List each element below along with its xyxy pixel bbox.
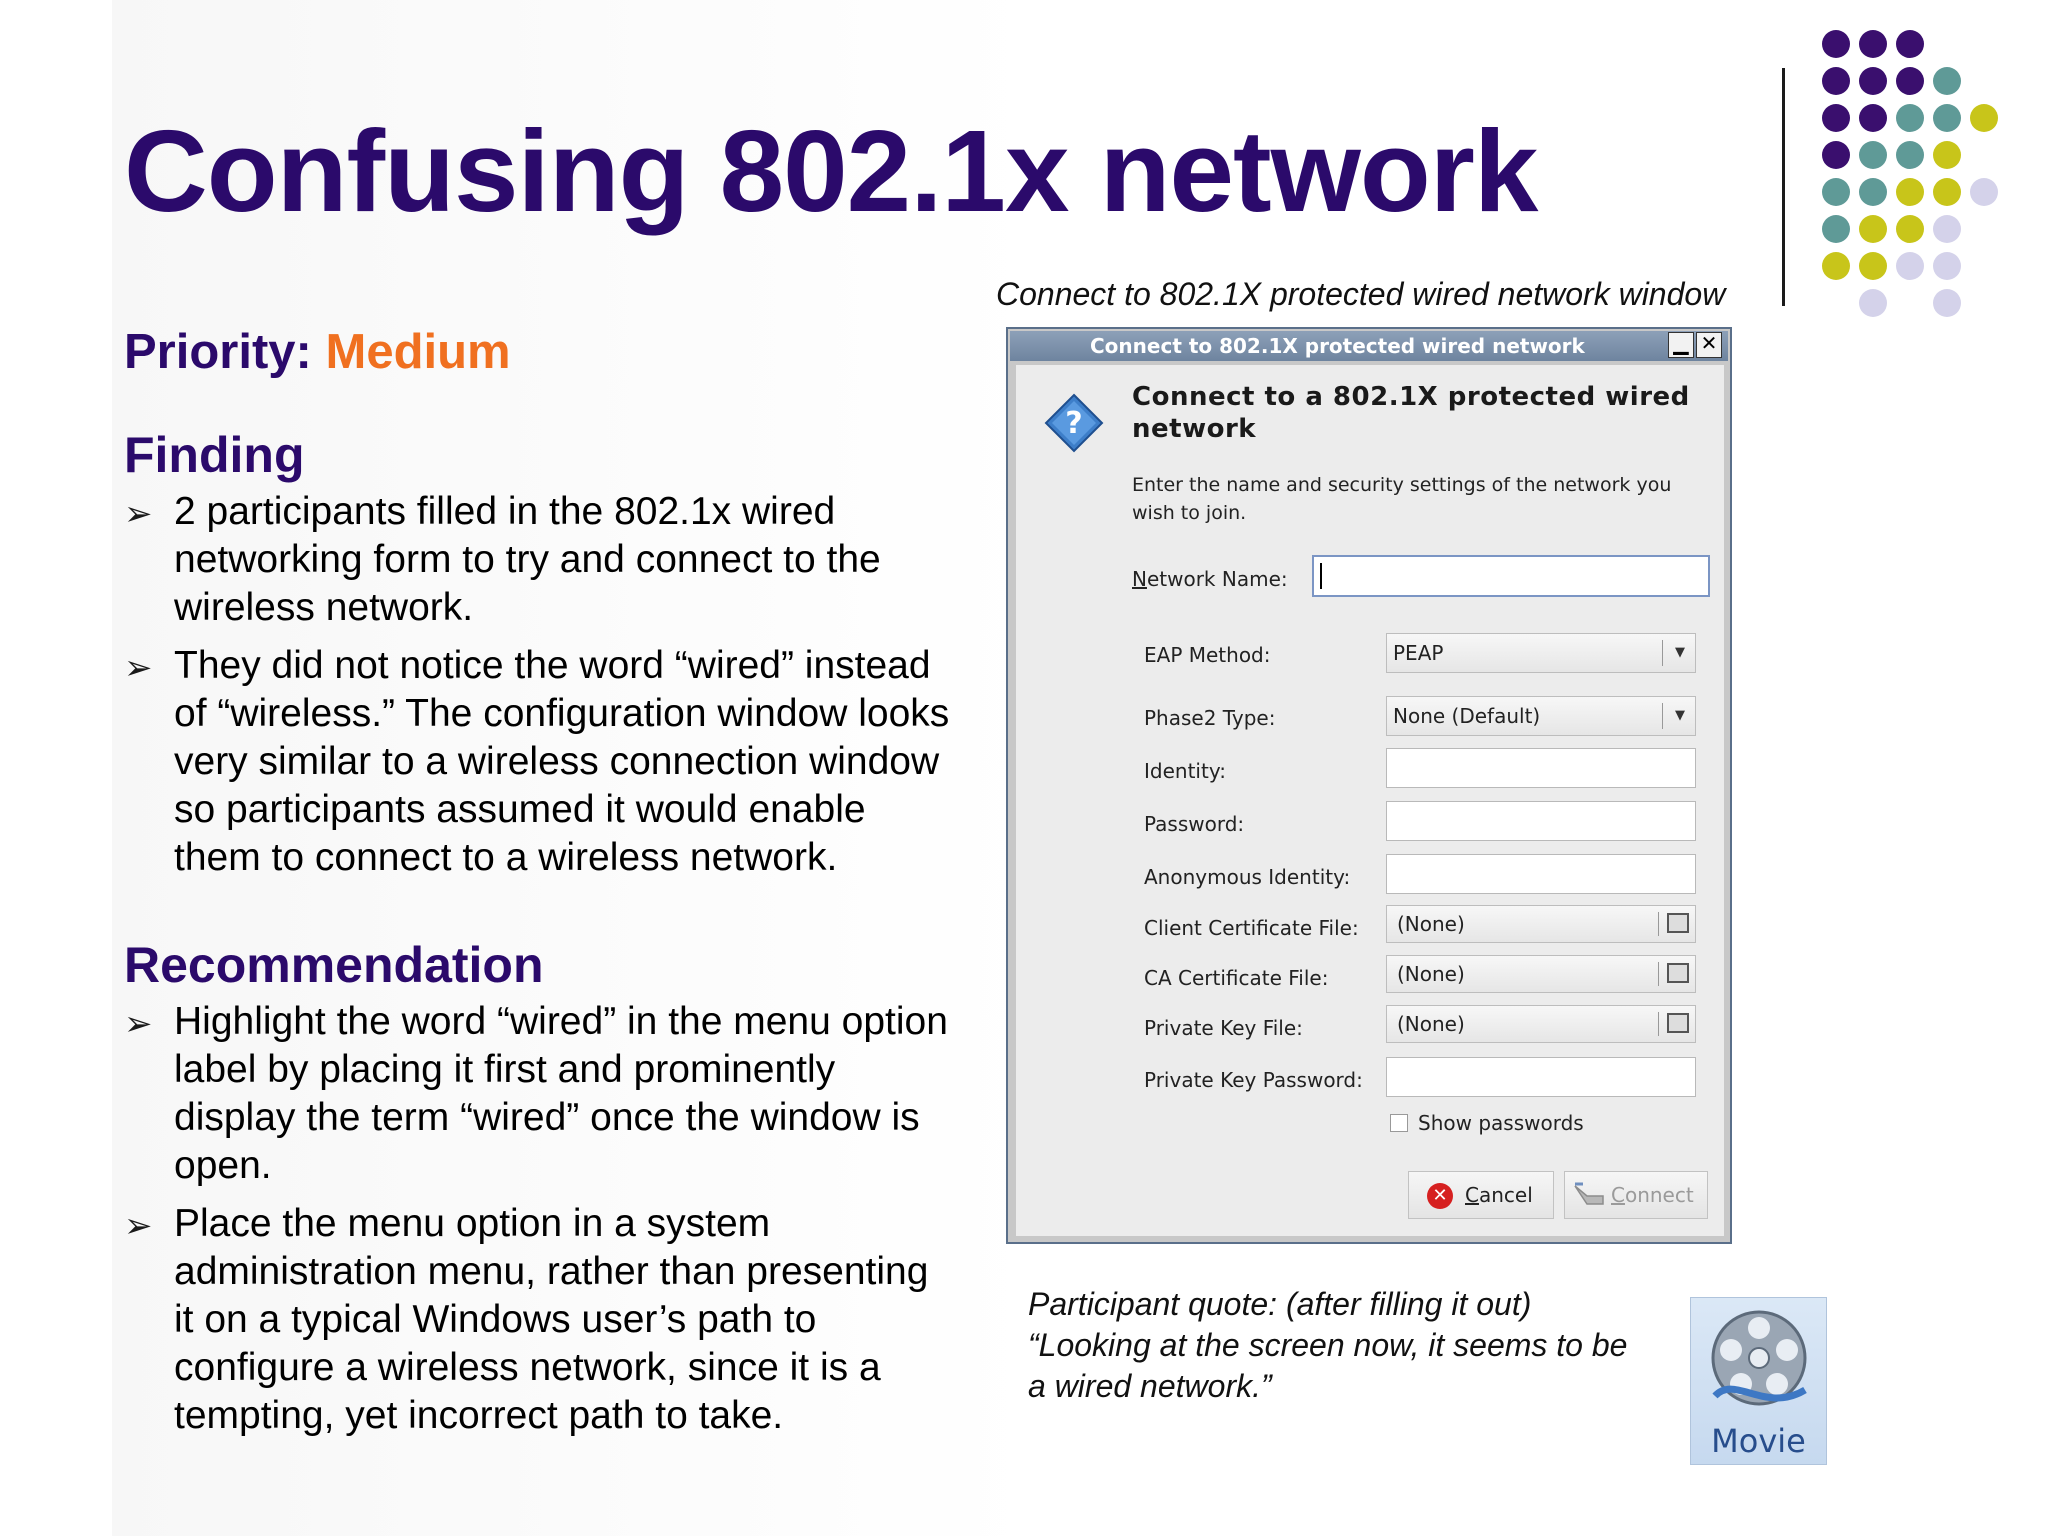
cancel-icon: ✕ (1427, 1183, 1453, 1209)
decor-dot (1822, 215, 1850, 243)
decor-dot-grid (1822, 30, 2032, 340)
folder-icon (1667, 1013, 1689, 1033)
client-cert-file-button[interactable] (1386, 905, 1696, 943)
private-key-value: (None) (1397, 1012, 1465, 1036)
finding-heading: Finding (124, 427, 305, 483)
quote-intro: Participant quote: (after filling it out) (1028, 1286, 1532, 1322)
show-passwords-label: Show passwords (1418, 1111, 1584, 1135)
list-item (124, 998, 954, 1190)
decor-dot (1859, 67, 1887, 95)
priority-label: Priority: (124, 325, 312, 379)
slide-title: Confusing 802.1x network (124, 106, 1538, 236)
password-label: Password: (1144, 812, 1245, 836)
arrow-bullet-icon: ➢ (124, 495, 153, 533)
text-caret (1320, 563, 1322, 589)
anonymous-identity-label: Anonymous Identity: (1144, 865, 1351, 889)
network-name-input[interactable] (1312, 555, 1710, 597)
movie-label: Movie (1711, 1422, 1806, 1460)
dialog-window (1006, 327, 1732, 1244)
eap-method-value: PEAP (1393, 641, 1444, 665)
decor-dot (1896, 67, 1924, 95)
participant-quote (1028, 1284, 1648, 1407)
eap-method-label: EAP Method: (1144, 643, 1271, 667)
decor-dot (1933, 215, 1961, 243)
list-item (124, 488, 954, 632)
decor-dot (1859, 215, 1887, 243)
client-cert-label: Client Certificate File: (1144, 916, 1359, 940)
decor-dot (1896, 215, 1924, 243)
film-reel-icon (1705, 1304, 1813, 1422)
list-item (124, 642, 954, 882)
decor-dot (1933, 289, 1961, 317)
decor-dot (1933, 141, 1961, 169)
phase2-type-select[interactable] (1386, 696, 1696, 736)
ca-cert-label: CA Certificate File: (1144, 966, 1329, 990)
eap-method-select[interactable] (1386, 633, 1696, 673)
password-input[interactable] (1386, 801, 1696, 841)
private-key-password-input[interactable] (1386, 1057, 1696, 1097)
decor-dot (1896, 252, 1924, 280)
chevron-down-icon: ▼ (1675, 708, 1685, 723)
connect-button[interactable]: Connect (1564, 1171, 1708, 1219)
close-button[interactable]: ✕ (1696, 332, 1722, 358)
finding-text: 2 participants filled in the 802.1x wired networking form to try and connect to the wireless network. (174, 490, 881, 629)
client-cert-value: (None) (1397, 912, 1465, 936)
show-passwords-checkbox[interactable] (1390, 1114, 1408, 1132)
decor-dot (1822, 252, 1850, 280)
decor-dot (1859, 141, 1887, 169)
decor-dot (1933, 67, 1961, 95)
finding-list (124, 488, 954, 882)
priority-value: Medium (325, 325, 511, 379)
dialog-titlebar (1010, 331, 1728, 361)
dialog-heading: Connect to a 802.1X protected wired network (1132, 382, 1690, 444)
private-key-file-button[interactable] (1386, 1005, 1696, 1043)
cancel-button[interactable]: ✕ Cancel (1408, 1171, 1554, 1219)
decor-dot (1859, 104, 1887, 132)
decor-dot (1822, 178, 1850, 206)
private-key-label: Private Key File: (1144, 1016, 1303, 1040)
arrow-bullet-icon: ➢ (124, 649, 153, 687)
decor-dot (1822, 67, 1850, 95)
ca-cert-file-button[interactable] (1386, 955, 1696, 993)
decor-dot (1859, 30, 1887, 58)
dialog-description: Enter the name and security settings of the network you wish to join. (1132, 474, 1672, 524)
recommendation-text: Highlight the word “wired” in the menu option label by placing it first and prominently display the term “wired” once the window is open. (174, 1000, 948, 1187)
findings-column (124, 310, 954, 1450)
anonymous-identity-input[interactable] (1386, 854, 1696, 894)
private-key-password-label: Private Key Password: (1144, 1068, 1363, 1092)
arrow-bullet-icon: ➢ (124, 1005, 153, 1043)
decor-dot (1859, 289, 1887, 317)
folder-icon (1667, 913, 1689, 933)
decor-dot (1896, 104, 1924, 132)
decor-dot (1896, 178, 1924, 206)
arrow-bullet-icon: ➢ (124, 1207, 153, 1245)
network-name-label: Network Name: (1132, 567, 1288, 591)
phase2-type-value: None (Default) (1393, 704, 1541, 728)
recommendation-list (124, 998, 954, 1440)
decor-dot (1933, 104, 1961, 132)
decor-dot (1933, 178, 1961, 206)
identity-label: Identity: (1144, 759, 1226, 783)
phase2-type-label: Phase2 Type: (1144, 706, 1276, 730)
decor-dot (1822, 141, 1850, 169)
identity-input[interactable] (1386, 748, 1696, 788)
svg-text:?: ? (1065, 406, 1083, 441)
decor-dot (1859, 252, 1887, 280)
finding-text: They did not notice the word “wired” instead of “wireless.” The configuration window looks very similar to a wireless connection window so participants assumed it would enable them to connect to a wireless network. (174, 644, 950, 879)
decor-dot (1859, 178, 1887, 206)
screenshot-caption: Connect to 802.1X protected wired network window (996, 276, 1726, 312)
decor-dot (1896, 141, 1924, 169)
folder-icon (1667, 963, 1689, 983)
quote-text: “Looking at the screen now, it seems to be a wired network.” (1028, 1327, 1628, 1404)
decor-dot (1970, 104, 1998, 132)
recommendation-heading: Recommendation (124, 937, 544, 993)
decor-dot (1933, 252, 1961, 280)
decor-dot (1896, 30, 1924, 58)
minimize-button[interactable]: ▁ (1668, 332, 1694, 358)
decor-dot (1970, 178, 1998, 206)
dialog-title-text: Connect to 802.1X protected wired network (1090, 334, 1585, 358)
question-icon (1044, 393, 1104, 453)
movie-button[interactable] (1690, 1297, 1827, 1465)
connect-plug-icon (1573, 1182, 1607, 1208)
decor-dot (1822, 30, 1850, 58)
list-item (124, 1200, 954, 1440)
decor-divider-line (1782, 68, 1785, 306)
decor-dot (1822, 104, 1850, 132)
recommendation-text: Place the menu option in a system administration menu, rather than presenting it on a typical Windows user’s path to configure a wireless network, since it is a tempting, yet incorrect path to take. (174, 1202, 929, 1437)
priority-line (124, 324, 954, 380)
dialog-body (1016, 365, 1724, 1236)
ca-cert-value: (None) (1397, 962, 1465, 986)
chevron-down-icon: ▼ (1675, 645, 1685, 660)
